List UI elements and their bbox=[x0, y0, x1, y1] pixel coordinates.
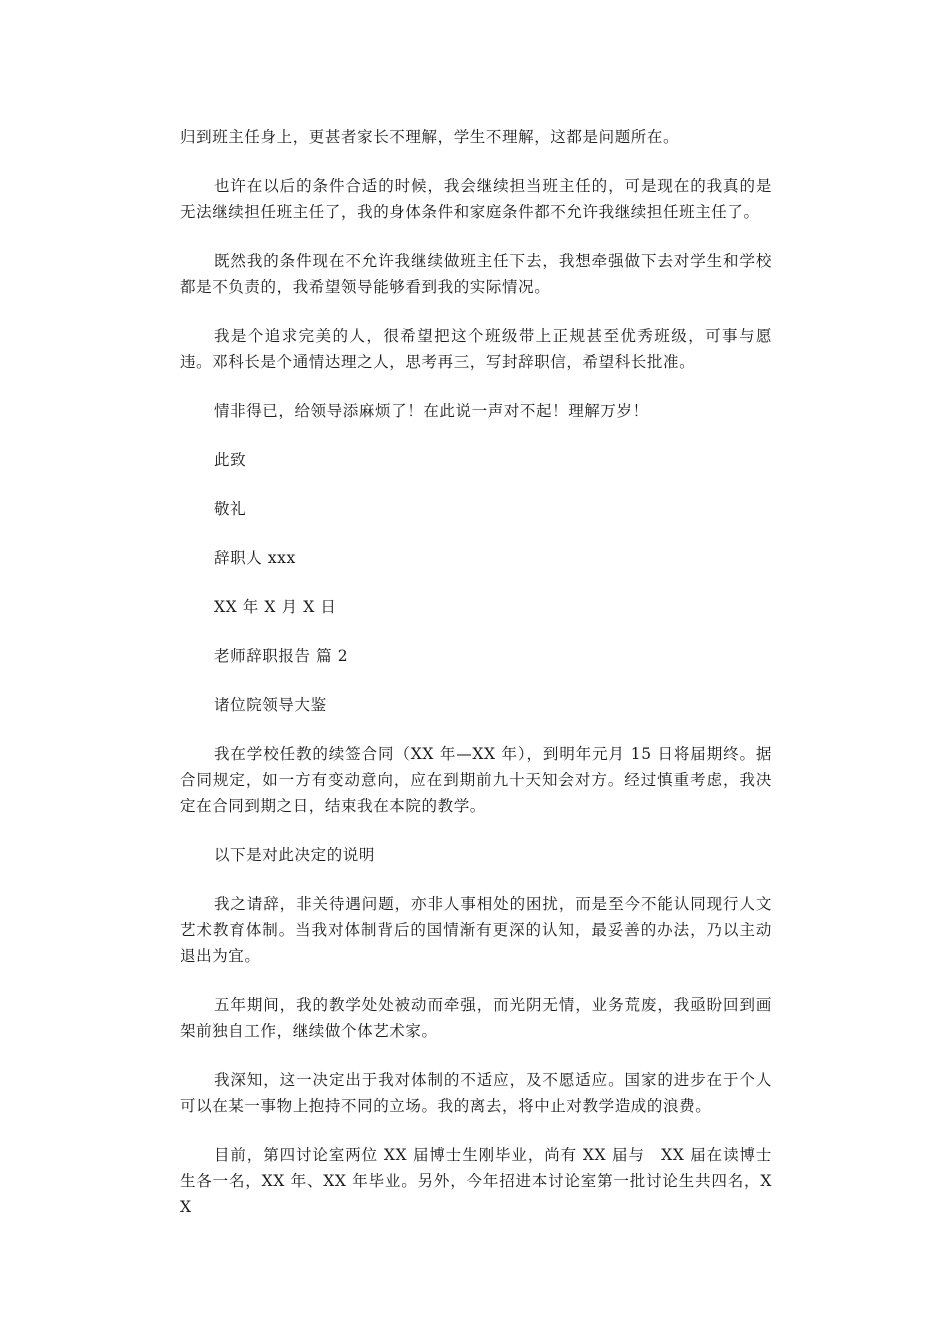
paragraph-current-conditions: 既然我的条件现在不允许我继续做班主任下去，我想牵强做下去对学生和学校都是不负责的，我希望领导能够看到我的实际情况。 bbox=[180, 252, 772, 296]
paragraph-apology: 情非得已，给领导添麻烦了！在此说一声对不起！理解万岁！ bbox=[214, 402, 649, 420]
closing-salutation: 此致 bbox=[214, 451, 247, 469]
closing-regards: 敬礼 bbox=[214, 500, 247, 518]
section-heading: 老师辞职报告 篇 2 bbox=[214, 647, 349, 665]
paragraph-perfectionist: 我是个追求完美的人，很希望把这个班级带上正规甚至优秀班级，可事与愿违。邓科长是个通情达理之人，思考再三，写封辞职信，希望科长批准。 bbox=[180, 327, 772, 371]
paragraph-five-years: 五年期间，我的教学处处被动而牵强，而光阴无情，业务荒废，我亟盼回到画架前独自工作，继续做个体艺术家。 bbox=[180, 996, 772, 1040]
paragraph-contract: 我在学校任教的续签合同（XX 年—XX 年），到明年元月 15 日将届期终。据合同规定，如一方有变动意向，应在到期前九十天知会对方。经过慎重考虑，我决定在合同到期之日，结束我在本院的教学。 bbox=[180, 745, 772, 815]
paragraph-continuation: 归到班主任身上，更甚者家长不理解，学生不理解，这都是问题所在。 bbox=[180, 128, 680, 146]
signature-date: XX 年 X 月 X 日 bbox=[214, 598, 337, 616]
paragraph-current-students: 目前，第四讨论室两位 XX 届博士生刚毕业，尚有 XX 届与 XX 届在读博士生各一名，XX 年、XX 年毕业。另外，今年招进本讨论室第一批讨论生共四名，XX bbox=[180, 1146, 772, 1216]
paragraph-reason: 我之请辞，非关待遇问题，亦非人事相处的困扰，而是至今不能认同现行人文艺术教育体制。当我对体制背后的国情渐有更深的认知，最妥善的办法，乃以主动退出为宜。 bbox=[180, 895, 772, 965]
signature-name: 辞职人 xxx bbox=[214, 549, 296, 567]
paragraph-future-conditions: 也许在以后的条件合适的时候，我会继续担当班主任的，可是现在的我真的是无法继续担任班主任了，我的身体条件和家庭条件都不允许我继续担任班主任了。 bbox=[180, 177, 772, 221]
document-body bbox=[180, 124, 772, 1243]
paragraph-explanation-intro: 以下是对此决定的说明 bbox=[214, 846, 376, 864]
letter-greeting: 诸位院领导大鉴 bbox=[214, 696, 327, 714]
paragraph-awareness: 我深知，这一决定出于我对体制的不适应，及不愿适应。国家的进步在于个人可以在某一事物上抱持不同的立场。我的离去，将中止对教学造成的浪费。 bbox=[180, 1071, 772, 1115]
